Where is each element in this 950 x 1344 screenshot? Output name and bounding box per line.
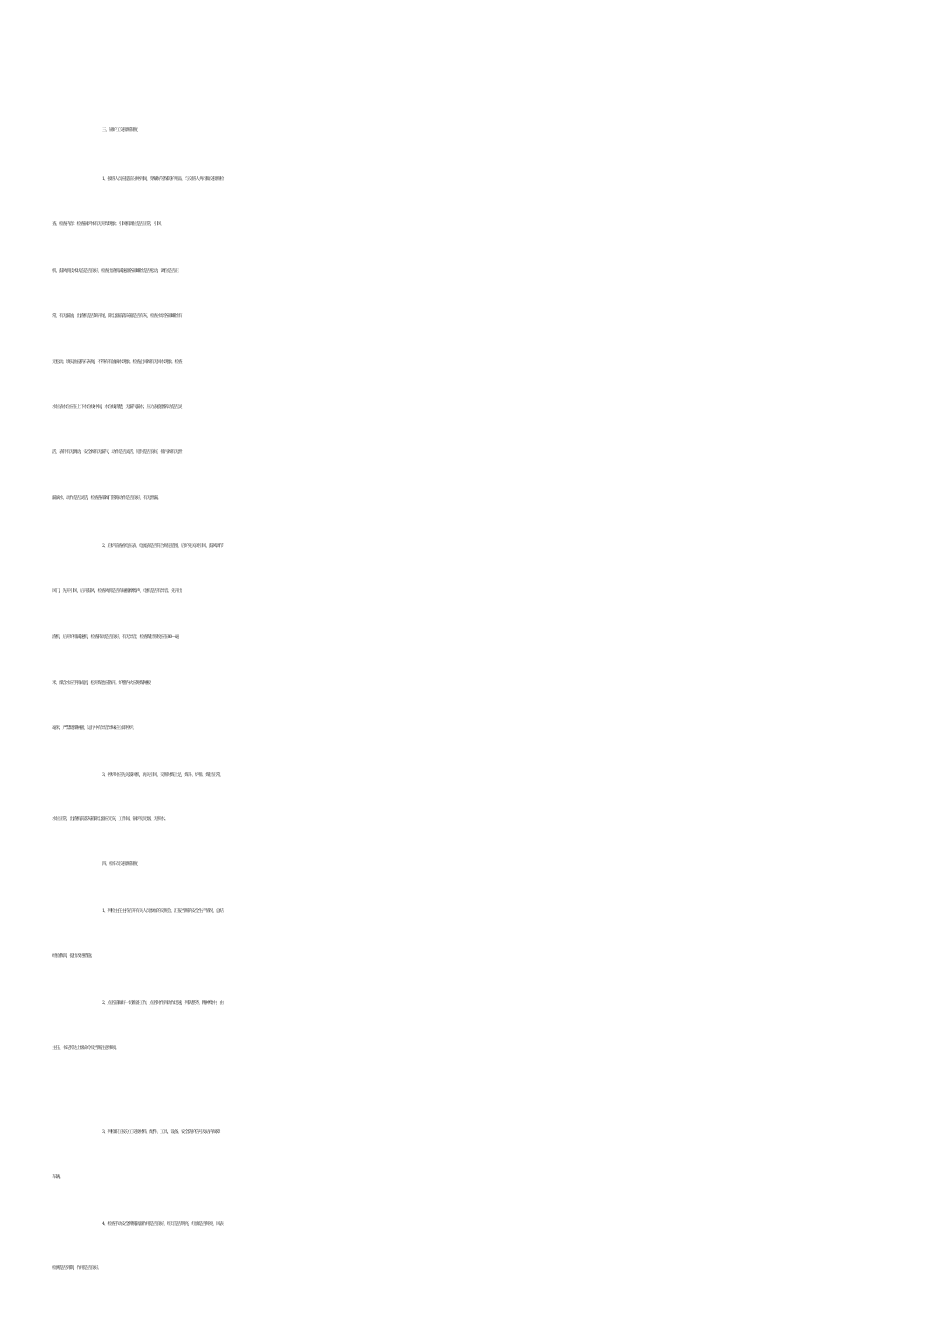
paragraph-line: 无松动。填实油浸的石灰绳，不得有有油滴水现象。检查止回阀有无回水现象。检查 [52, 360, 182, 365]
paragraph-line: 1、列检主任主持召开有关人员参加的交班会、汇报当班的安全生产情况，总结 [102, 909, 223, 914]
paragraph-line: 4、检查手动安全牌脱轨器作用是否良好，红灯是否明亮，红旗是否鲜亮，风表 [102, 1222, 223, 1227]
paragraph-line: 水位正常，出渣机前落灰箱除尘器应无灰，工作间、锅炉房无烟、无积水。 [52, 817, 168, 822]
paragraph-line: 2、启炉前查看电压表、电流表是否符合规定范围，启炉先关闭引风、鼓风调节 [102, 544, 223, 549]
paragraph-line: 经验教训，提出改进措施； [52, 954, 94, 959]
paragraph-line: 3、列检职工按分工交接材料、配件、工具、设备、安全防护信号及站内故障 [102, 1130, 220, 1135]
paragraph-line: 渣机，后开炉排减速机，检查转动是否良好，有无异音，检查煤层厚度应在80—毫 [52, 635, 179, 640]
paragraph-line: 1、接班人员应提前 分钟到岗，穿戴好劳保防护用品，与交班人共同做交接班检 [102, 177, 224, 182]
paragraph-line: 漏滴水，动作是否灵活，检查各部阀门管路动作是否良好，有无泄漏。 [52, 496, 161, 501]
paragraph-line: 常，有无漏油，出渣机是否缺开尾，除尘器前落灰箱是否有灰，检查水泵各部螺丝有 [52, 314, 182, 319]
paragraph-line: 2、点名前做好一切准备工作，点名时作到动作迅速，列队整齐，精神集中，由 [102, 1001, 223, 1006]
paragraph-line: 3、停炉时应先关鼓风机，再关引风，交班时煤上足，煤斗、炉排、煤层正常， [102, 773, 223, 778]
paragraph-line: 风门，先开引风，后开鼓风，检查风机是否有碰撞摩擦声，电机是否有异音。先开出 [52, 589, 182, 594]
section-heading-inspector: 四、检车员交接班制度 [102, 862, 137, 867]
paragraph-line: 车辆。 [52, 1175, 63, 1180]
paragraph-line: 毫米，严禁烧煤闸板，运行中有异音异味应立即停炉。 [52, 726, 136, 731]
paragraph-line: 检测是否到期，作用是否良好。 [52, 1266, 101, 1271]
paragraph-line: 米，煤含水应手抓成团，松开煤也应散开。炉膛内火应距煤闸板 [52, 681, 150, 686]
paragraph-line: 活，表针有无跳动，安全阀有无漏气，动作是否灵活，铅封是否良好，排污阀有无泄 [52, 450, 182, 455]
paragraph-line: 水位表水位应在上下水位线中间，水位线清楚，无漏气漏水，压力表旋塞转动是否灵 [52, 405, 182, 410]
paragraph-line: 查。检查内容：检查锅炉体有无开焊现象；引风机调位是否正常，引风 [52, 222, 161, 227]
section-heading-boiler: 三、锅炉工交接班制度 [102, 128, 137, 133]
paragraph-line: 主任、书记传达上级命令及当班注意事项。 [52, 1046, 119, 1051]
paragraph-line: 机、鼓风机技术状态是否良好，检查出渣机减速器各部螺丝是否松动，调位是否正 [52, 269, 178, 274]
